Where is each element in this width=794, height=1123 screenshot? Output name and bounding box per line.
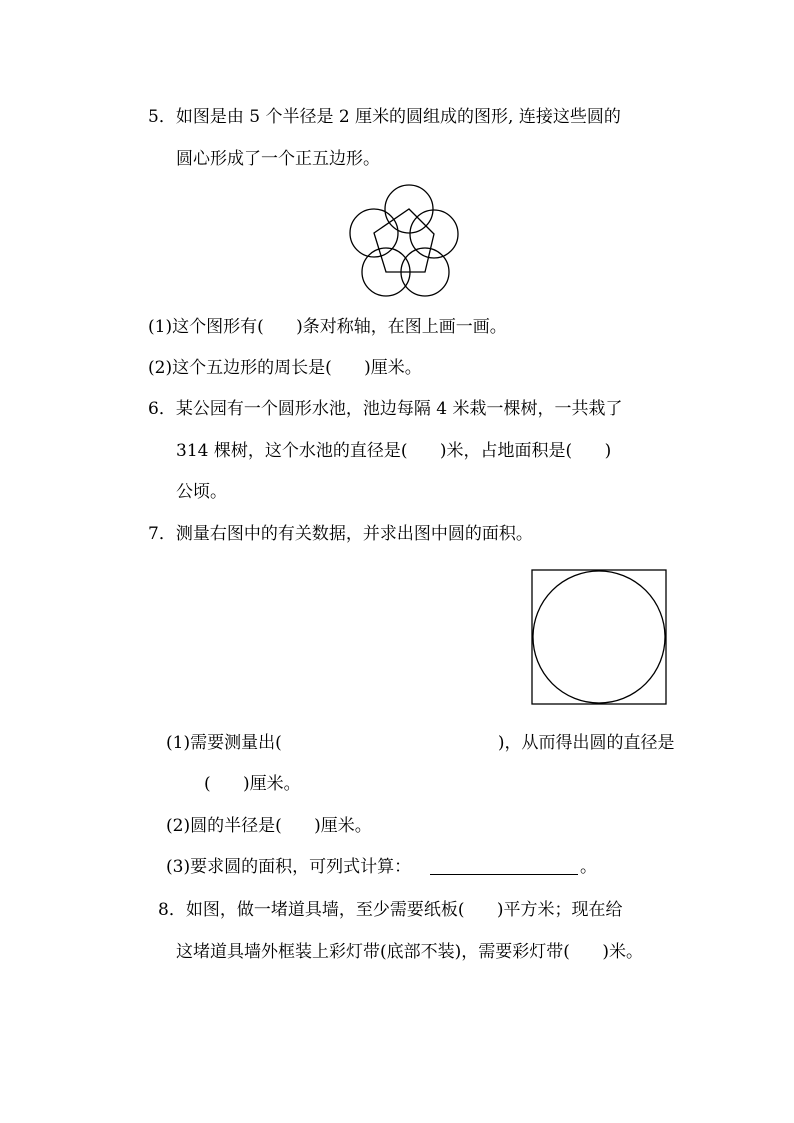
q7-sub3-text: (3)要求圆的面积，可列式计算： (166, 857, 412, 877)
q7-line1: 7．测量右图中的有关数据，并求出图中圆的面积。 (148, 524, 533, 544)
q7-sub3-answer-line (430, 874, 578, 875)
q5-sub2: (2)这个五边形的周长是( )厘米。 (148, 358, 422, 378)
inscribed-circle (533, 571, 665, 703)
q5-line1: 5．如图是由 5 个半径是 2 厘米的圆组成的图形, 连接这些圆的 (148, 107, 621, 127)
q5-line2: 圆心形成了一个正五边形。 (176, 149, 380, 169)
q8-line1: 8．如图，做一堵道具墙，至少需要纸板( )平方米；现在给 (158, 900, 623, 920)
q6-line3: 公顷。 (176, 482, 227, 502)
q7-sub1: (1)需要测量出( )，从而得出圆的直径是 (166, 733, 675, 753)
q5-sub1: (1)这个图形有( )条对称轴，在图上画一画。 (148, 317, 507, 337)
pentagon (374, 209, 434, 272)
q8-line2: 这堵道具墙外框装上彩灯带(底部不装)，需要彩灯带( )米。 (176, 942, 643, 962)
five-circles-pentagon-figure (340, 178, 460, 304)
q6-line2: 314 棵树，这个水池的直径是( )米，占地面积是( ) (176, 441, 612, 461)
circle-in-square-figure (531, 569, 667, 705)
q6-line1: 6．某公园有一个圆形水池，池边每隔 4 米栽一棵树，一共栽了 (148, 399, 623, 419)
q7-sub2: (2)圆的半径是( )厘米。 (166, 816, 372, 836)
q7-sub3-end: 。 (580, 857, 597, 877)
q7-sub1b: ( )厘米。 (204, 774, 301, 794)
